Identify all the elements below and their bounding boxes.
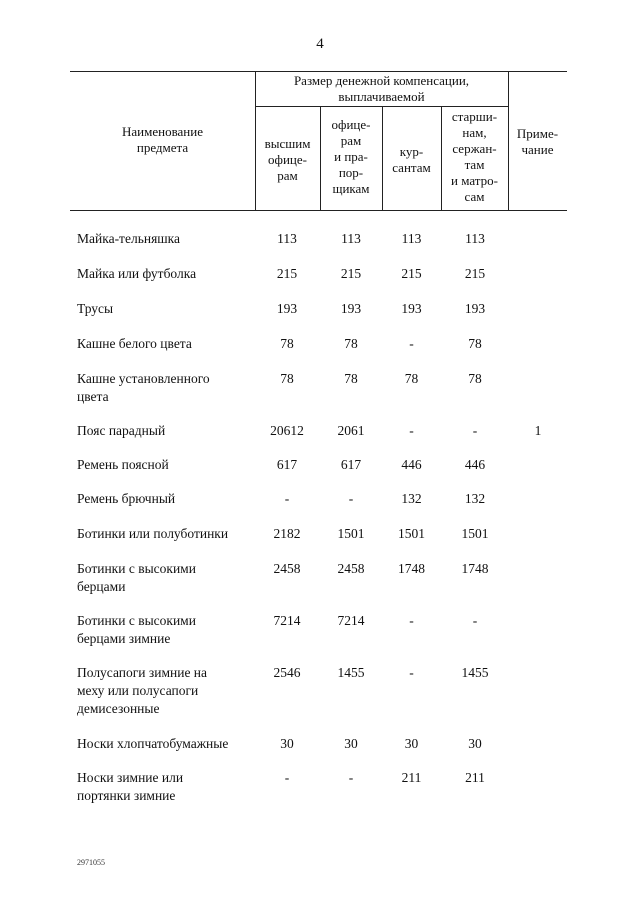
value-senior-officers: 2458 [273, 561, 301, 576]
value-officers: 1501 [337, 526, 365, 541]
header-col-note: Приме- чание [516, 126, 559, 157]
value-cadets: 1748 [398, 561, 425, 576]
value-officers: 215 [340, 266, 362, 281]
value-officers: 113 [341, 231, 361, 246]
value-petty-officers: 193 [464, 301, 486, 316]
value-cadets: - [409, 613, 414, 628]
item-name: Ботинки с высокими берцами [77, 561, 196, 594]
value-cadets: 1501 [398, 526, 425, 541]
item-name: Носки хлопчатобумажные [77, 736, 229, 751]
value-senior-officers: 2546 [273, 665, 301, 680]
value-officers: 1455 [337, 665, 365, 680]
document-code: 2971055 [77, 858, 105, 867]
item-name: Пояс парадный [77, 423, 166, 438]
value-senior-officers: 617 [276, 457, 298, 472]
value-petty-officers: 78 [468, 371, 482, 386]
value-senior-officers: - [284, 491, 290, 506]
value-cadets: 78 [404, 371, 419, 386]
value-petty-officers: 211 [465, 770, 485, 785]
value-cadets: - [409, 665, 414, 680]
item-name: Носки зимние или портянки зимние [77, 770, 184, 803]
item-name: Кашне установленного цвета [77, 371, 210, 404]
page-number: 4 [316, 36, 324, 52]
header-col-cadets: кур- сантам [392, 144, 431, 175]
value-petty-officers: 446 [464, 457, 486, 472]
item-name: Трусы [77, 301, 114, 316]
value-senior-officers: 113 [277, 231, 297, 246]
value-petty-officers: 30 [468, 736, 482, 751]
value-officers: 78 [344, 336, 358, 351]
header-item-name: Наименование предмета [122, 124, 203, 155]
value-senior-officers: 78 [280, 336, 294, 351]
value-officers: 7214 [337, 613, 365, 628]
value-petty-officers: 132 [464, 491, 486, 506]
value-petty-officers: 1748 [461, 561, 489, 576]
value-officers: 78 [344, 371, 358, 386]
value-senior-officers: - [284, 770, 290, 785]
header-col-petty-officers: старши- нам, сержан- там и матро- сам [451, 109, 498, 204]
value-officers: 617 [340, 457, 362, 472]
value-officers: - [348, 491, 354, 506]
value-senior-officers: 20612 [270, 423, 304, 438]
value-petty-officers: 1501 [461, 526, 489, 541]
value-note: 1 [534, 423, 542, 438]
value-cadets: 113 [401, 231, 422, 246]
value-cadets: 211 [401, 770, 422, 785]
value-senior-officers: 215 [276, 266, 298, 281]
value-cadets: - [409, 336, 414, 351]
item-name: Полусапоги зимние на меху или полусапоги демисезонные [77, 665, 208, 716]
value-officers: 2061 [337, 423, 365, 438]
value-cadets: 215 [401, 266, 422, 281]
item-name: Майка-тельняшка [77, 231, 181, 246]
value-senior-officers: 2182 [273, 526, 301, 541]
value-officers: 30 [344, 736, 358, 751]
value-officers: - [348, 770, 354, 785]
value-senior-officers: 7214 [273, 613, 301, 628]
item-name: Ремень брючный [77, 491, 176, 506]
value-cadets: 132 [401, 491, 422, 506]
value-petty-officers: - [472, 423, 478, 438]
value-petty-officers: 113 [465, 231, 485, 246]
item-name: Ботинки или полуботинки [77, 526, 229, 541]
item-name: Ремень поясной [77, 457, 169, 472]
value-cadets: - [409, 423, 414, 438]
value-petty-officers: 78 [468, 336, 482, 351]
value-petty-officers: 215 [464, 266, 486, 281]
value-officers: 2458 [337, 561, 365, 576]
value-senior-officers: 78 [280, 371, 294, 386]
value-cadets: 193 [401, 301, 422, 316]
value-cadets: 446 [401, 457, 422, 472]
value-senior-officers: 30 [280, 736, 294, 751]
item-name: Кашне белого цвета [77, 336, 192, 351]
item-name: Ботинки с высокими берцами зимние [77, 613, 196, 646]
value-petty-officers: - [472, 613, 478, 628]
header-col-officers: офице- рам и пра- пор- щикам [331, 117, 371, 196]
value-petty-officers: 1455 [461, 665, 489, 680]
value-senior-officers: 193 [276, 301, 298, 316]
value-cadets: 30 [404, 736, 419, 751]
item-name: Майка или футболка [77, 266, 197, 281]
value-officers: 193 [340, 301, 362, 316]
header-col-senior-officers: высшим офице- рам [264, 136, 311, 183]
header-compensation: Размер денежной компенсации, выплачиваемой [293, 73, 470, 104]
